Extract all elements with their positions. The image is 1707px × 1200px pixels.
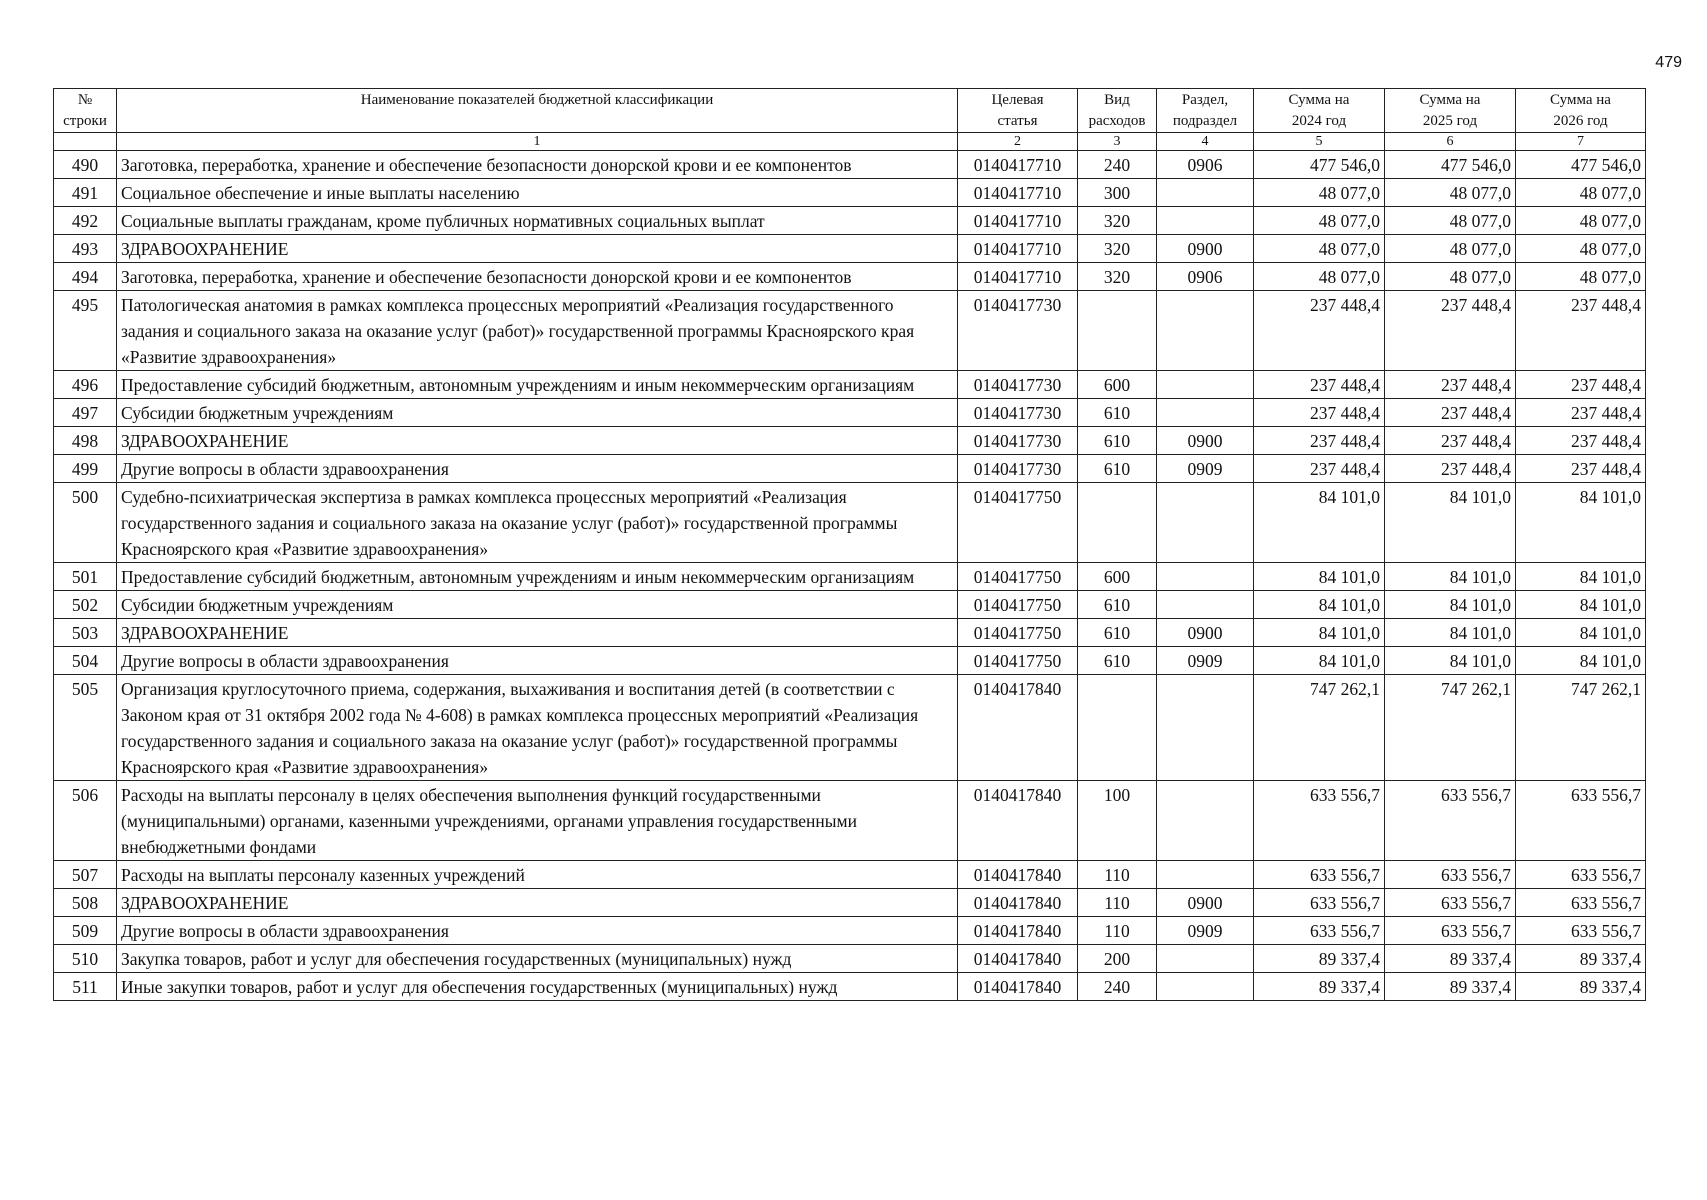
- expense-kind: 320: [1078, 235, 1157, 263]
- table-row: [54, 455, 1646, 483]
- target-article: 0140417710: [958, 263, 1078, 291]
- expense-kind: [1078, 675, 1157, 781]
- section-subsection: [1157, 945, 1254, 973]
- sum-2025: 84 101,0: [1385, 591, 1516, 619]
- sum-2025: 89 337,4: [1385, 945, 1516, 973]
- sum-2025: 48 077,0: [1385, 263, 1516, 291]
- row-number: 503: [54, 619, 117, 647]
- indicator-name: Расходы на выплаты персоналу казенных учреждений: [117, 861, 958, 889]
- sum-2025: 48 077,0: [1385, 207, 1516, 235]
- row-number: 499: [54, 455, 117, 483]
- sum-2024: 84 101,0: [1254, 563, 1385, 591]
- budget-table: [53, 88, 1646, 1001]
- sum-2024: 48 077,0: [1254, 179, 1385, 207]
- table-row: [54, 151, 1646, 179]
- row-number: 494: [54, 263, 117, 291]
- sum-2024: 48 077,0: [1254, 263, 1385, 291]
- section-subsection: 0909: [1157, 917, 1254, 945]
- column-number: 7: [1516, 133, 1646, 151]
- target-article: 0140417710: [958, 179, 1078, 207]
- column-number: 4: [1157, 133, 1254, 151]
- expense-kind: 100: [1078, 781, 1157, 861]
- sum-2026: 633 556,7: [1516, 917, 1646, 945]
- row-number: 511: [54, 973, 117, 1001]
- sum-2026: 48 077,0: [1516, 179, 1646, 207]
- header-sum-2026: Сумма на 2026 год: [1516, 89, 1646, 133]
- column-number: [54, 133, 117, 151]
- target-article: 0140417730: [958, 291, 1078, 371]
- indicator-name: Предоставление субсидий бюджетным, автономным учреждениям и иным некоммерческим организациям: [117, 563, 958, 591]
- target-article: 0140417750: [958, 647, 1078, 675]
- sum-2026: 84 101,0: [1516, 647, 1646, 675]
- sum-2026: 633 556,7: [1516, 781, 1646, 861]
- header-kind: Вид расходов: [1078, 89, 1157, 133]
- expense-kind: [1078, 291, 1157, 371]
- table-row: [54, 483, 1646, 563]
- header-row: [54, 89, 1646, 133]
- sum-2024: 237 448,4: [1254, 371, 1385, 399]
- sum-2025: 633 556,7: [1385, 781, 1516, 861]
- column-number: 2: [958, 133, 1078, 151]
- target-article: 0140417730: [958, 399, 1078, 427]
- target-article: 0140417730: [958, 371, 1078, 399]
- expense-kind: 320: [1078, 207, 1157, 235]
- sum-2026: 633 556,7: [1516, 889, 1646, 917]
- expense-kind: 600: [1078, 371, 1157, 399]
- sum-2024: 237 448,4: [1254, 455, 1385, 483]
- row-number: 504: [54, 647, 117, 675]
- row-number: 506: [54, 781, 117, 861]
- indicator-name: Патологическая анатомия в рамках комплекса процессных мероприятий «Реализация государственного задания и социального заказа на оказание услуг (работ)» государственной программы Красноярского края «Развитие здравоохранения»: [117, 291, 958, 371]
- indicator-name: Другие вопросы в области здравоохранения: [117, 455, 958, 483]
- table-row: [54, 619, 1646, 647]
- expense-kind: 610: [1078, 647, 1157, 675]
- table-row: [54, 861, 1646, 889]
- target-article: 0140417840: [958, 861, 1078, 889]
- table-row: [54, 399, 1646, 427]
- section-subsection: 0900: [1157, 619, 1254, 647]
- indicator-name: ЗДРАВООХРАНЕНИЕ: [117, 235, 958, 263]
- row-number: 500: [54, 483, 117, 563]
- target-article: 0140417840: [958, 675, 1078, 781]
- sum-2025: 747 262,1: [1385, 675, 1516, 781]
- expense-kind: 320: [1078, 263, 1157, 291]
- sum-2025: 237 448,4: [1385, 427, 1516, 455]
- target-article: 0140417750: [958, 563, 1078, 591]
- table-row: [54, 591, 1646, 619]
- table-row: [54, 235, 1646, 263]
- sum-2026: 84 101,0: [1516, 619, 1646, 647]
- target-article: 0140417730: [958, 455, 1078, 483]
- sum-2024: 633 556,7: [1254, 781, 1385, 861]
- sum-2024: 84 101,0: [1254, 591, 1385, 619]
- indicator-name: ЗДРАВООХРАНЕНИЕ: [117, 889, 958, 917]
- expense-kind: 240: [1078, 151, 1157, 179]
- expense-kind: 600: [1078, 563, 1157, 591]
- table-row: [54, 973, 1646, 1001]
- sum-2025: 84 101,0: [1385, 483, 1516, 563]
- indicator-name: Другие вопросы в области здравоохранения: [117, 917, 958, 945]
- indicator-name: Закупка товаров, работ и услуг для обеспечения государственных (муниципальных) нужд: [117, 945, 958, 973]
- sum-2025: 477 546,0: [1385, 151, 1516, 179]
- section-subsection: 0900: [1157, 889, 1254, 917]
- sum-2025: 237 448,4: [1385, 455, 1516, 483]
- header-sum-2024: Сумма на 2024 год: [1254, 89, 1385, 133]
- section-subsection: [1157, 861, 1254, 889]
- sum-2026: 84 101,0: [1516, 483, 1646, 563]
- sum-2024: 89 337,4: [1254, 973, 1385, 1001]
- expense-kind: 610: [1078, 427, 1157, 455]
- sum-2025: 48 077,0: [1385, 235, 1516, 263]
- sum-2025: 237 448,4: [1385, 291, 1516, 371]
- row-number: 501: [54, 563, 117, 591]
- section-subsection: 0900: [1157, 427, 1254, 455]
- table-row: [54, 207, 1646, 235]
- sum-2024: 633 556,7: [1254, 917, 1385, 945]
- row-number: 505: [54, 675, 117, 781]
- section-subsection: 0909: [1157, 455, 1254, 483]
- table-row: [54, 945, 1646, 973]
- sum-2026: 48 077,0: [1516, 235, 1646, 263]
- expense-kind: 300: [1078, 179, 1157, 207]
- table-row: [54, 781, 1646, 861]
- sum-2024: 633 556,7: [1254, 861, 1385, 889]
- expense-kind: [1078, 483, 1157, 563]
- row-number: 495: [54, 291, 117, 371]
- sum-2026: 48 077,0: [1516, 207, 1646, 235]
- sum-2026: 237 448,4: [1516, 455, 1646, 483]
- section-subsection: [1157, 781, 1254, 861]
- section-subsection: 0909: [1157, 647, 1254, 675]
- row-number: 490: [54, 151, 117, 179]
- row-number: 509: [54, 917, 117, 945]
- sum-2024: 84 101,0: [1254, 619, 1385, 647]
- table-body: [54, 151, 1646, 1001]
- indicator-name: Расходы на выплаты персоналу в целях обеспечения выполнения функций государственными (муниципальными) органами, казенными учреждениями, органами управления государственными внебюджетными фондами: [117, 781, 958, 861]
- sum-2026: 747 262,1: [1516, 675, 1646, 781]
- sum-2025: 237 448,4: [1385, 399, 1516, 427]
- header-section: Раздел, подраздел: [1157, 89, 1254, 133]
- section-subsection: [1157, 563, 1254, 591]
- column-number: 6: [1385, 133, 1516, 151]
- sum-2024: 48 077,0: [1254, 207, 1385, 235]
- table-row: [54, 675, 1646, 781]
- expense-kind: 110: [1078, 889, 1157, 917]
- sum-2026: 237 448,4: [1516, 291, 1646, 371]
- indicator-name: Другие вопросы в области здравоохранения: [117, 647, 958, 675]
- row-number: 492: [54, 207, 117, 235]
- table-row: [54, 917, 1646, 945]
- sum-2024: 477 546,0: [1254, 151, 1385, 179]
- section-subsection: [1157, 973, 1254, 1001]
- indicator-name: Организация круглосуточного приема, содержания, выхаживания и воспитания детей (в соответствии с Законом края от 31 октября 2002 года № 4-608) в рамках комплекса процессных мероприятий «Реализация государственного задания и социального заказа на оказание услуг (работ)» государственной программы Красноярского края «Развитие здравоохранения»: [117, 675, 958, 781]
- column-number: 3: [1078, 133, 1157, 151]
- target-article: 0140417840: [958, 917, 1078, 945]
- sum-2024: 747 262,1: [1254, 675, 1385, 781]
- section-subsection: [1157, 291, 1254, 371]
- target-article: 0140417840: [958, 973, 1078, 1001]
- section-subsection: [1157, 371, 1254, 399]
- indicator-name: Социальное обеспечение и иные выплаты населению: [117, 179, 958, 207]
- target-article: 0140417840: [958, 781, 1078, 861]
- row-number: 491: [54, 179, 117, 207]
- sum-2024: 48 077,0: [1254, 235, 1385, 263]
- sum-2025: 237 448,4: [1385, 371, 1516, 399]
- indicator-name: Иные закупки товаров, работ и услуг для обеспечения государственных (муниципальных) нужд: [117, 973, 958, 1001]
- sum-2026: 84 101,0: [1516, 563, 1646, 591]
- sum-2024: 84 101,0: [1254, 483, 1385, 563]
- expense-kind: 240: [1078, 973, 1157, 1001]
- section-subsection: [1157, 179, 1254, 207]
- target-article: 0140417750: [958, 591, 1078, 619]
- header-sum-2025: Сумма на 2025 год: [1385, 89, 1516, 133]
- target-article: 0140417840: [958, 945, 1078, 973]
- section-subsection: [1157, 207, 1254, 235]
- sum-2026: 633 556,7: [1516, 861, 1646, 889]
- row-number: 496: [54, 371, 117, 399]
- table-row: [54, 647, 1646, 675]
- table-row: [54, 563, 1646, 591]
- sum-2026: 84 101,0: [1516, 591, 1646, 619]
- expense-kind: 110: [1078, 861, 1157, 889]
- sum-2024: 89 337,4: [1254, 945, 1385, 973]
- indicator-name: Заготовка, переработка, хранение и обеспечение безопасности донорской крови и ее компонентов: [117, 263, 958, 291]
- target-article: 0140417750: [958, 483, 1078, 563]
- sum-2025: 633 556,7: [1385, 889, 1516, 917]
- indicator-name: Предоставление субсидий бюджетным, автономным учреждениям и иным некоммерческим организациям: [117, 371, 958, 399]
- target-article: 0140417710: [958, 151, 1078, 179]
- target-article: 0140417710: [958, 235, 1078, 263]
- column-number: 5: [1254, 133, 1385, 151]
- table-row: [54, 179, 1646, 207]
- target-article: 0140417730: [958, 427, 1078, 455]
- indicator-name: Субсидии бюджетным учреждениям: [117, 399, 958, 427]
- sum-2024: 84 101,0: [1254, 647, 1385, 675]
- row-number: 497: [54, 399, 117, 427]
- sum-2025: 84 101,0: [1385, 647, 1516, 675]
- target-article: 0140417840: [958, 889, 1078, 917]
- table-row: [54, 427, 1646, 455]
- header-name: Наименование показателей бюджетной классификации: [117, 89, 958, 133]
- expense-kind: 610: [1078, 455, 1157, 483]
- sum-2024: 633 556,7: [1254, 889, 1385, 917]
- expense-kind: 610: [1078, 591, 1157, 619]
- sum-2025: 84 101,0: [1385, 563, 1516, 591]
- target-article: 0140417710: [958, 207, 1078, 235]
- expense-kind: 200: [1078, 945, 1157, 973]
- header-row-no: № строки: [54, 89, 117, 133]
- sum-2026: 237 448,4: [1516, 371, 1646, 399]
- row-number: 493: [54, 235, 117, 263]
- sum-2024: 237 448,4: [1254, 399, 1385, 427]
- row-number: 502: [54, 591, 117, 619]
- indicator-name: Судебно-психиатрическая экспертиза в рамках комплекса процессных мероприятий «Реализация государственного задания и социального заказа на оказание услуг (работ)» государственной программы Красноярского края «Развитие здравоохранения»: [117, 483, 958, 563]
- header-target: Целевая статья: [958, 89, 1078, 133]
- table-row: [54, 263, 1646, 291]
- expense-kind: 110: [1078, 917, 1157, 945]
- section-subsection: [1157, 399, 1254, 427]
- sum-2025: 89 337,4: [1385, 973, 1516, 1001]
- sum-2026: 237 448,4: [1516, 399, 1646, 427]
- sum-2026: 89 337,4: [1516, 945, 1646, 973]
- section-subsection: 0906: [1157, 151, 1254, 179]
- table-row: [54, 889, 1646, 917]
- indicator-name: Субсидии бюджетным учреждениям: [117, 591, 958, 619]
- expense-kind: 610: [1078, 399, 1157, 427]
- sum-2026: 89 337,4: [1516, 973, 1646, 1001]
- column-number: 1: [117, 133, 958, 151]
- sum-2025: 84 101,0: [1385, 619, 1516, 647]
- indicator-name: ЗДРАВООХРАНЕНИЕ: [117, 619, 958, 647]
- column-number-row: [54, 133, 1646, 151]
- sum-2026: 477 546,0: [1516, 151, 1646, 179]
- indicator-name: Заготовка, переработка, хранение и обеспечение безопасности донорской крови и ее компонентов: [117, 151, 958, 179]
- sum-2026: 48 077,0: [1516, 263, 1646, 291]
- sum-2024: 237 448,4: [1254, 427, 1385, 455]
- row-number: 508: [54, 889, 117, 917]
- sum-2024: 237 448,4: [1254, 291, 1385, 371]
- section-subsection: [1157, 675, 1254, 781]
- row-number: 510: [54, 945, 117, 973]
- section-subsection: [1157, 591, 1254, 619]
- section-subsection: [1157, 483, 1254, 563]
- row-number: 498: [54, 427, 117, 455]
- indicator-name: Социальные выплаты гражданам, кроме публичных нормативных социальных выплат: [117, 207, 958, 235]
- table-row: [54, 291, 1646, 371]
- sum-2026: 237 448,4: [1516, 427, 1646, 455]
- sum-2025: 633 556,7: [1385, 917, 1516, 945]
- expense-kind: 610: [1078, 619, 1157, 647]
- sum-2025: 633 556,7: [1385, 861, 1516, 889]
- page-number: 479: [1655, 54, 1682, 71]
- row-number: 507: [54, 861, 117, 889]
- section-subsection: 0900: [1157, 235, 1254, 263]
- table-row: [54, 371, 1646, 399]
- target-article: 0140417750: [958, 619, 1078, 647]
- section-subsection: 0906: [1157, 263, 1254, 291]
- indicator-name: ЗДРАВООХРАНЕНИЕ: [117, 427, 958, 455]
- sum-2025: 48 077,0: [1385, 179, 1516, 207]
